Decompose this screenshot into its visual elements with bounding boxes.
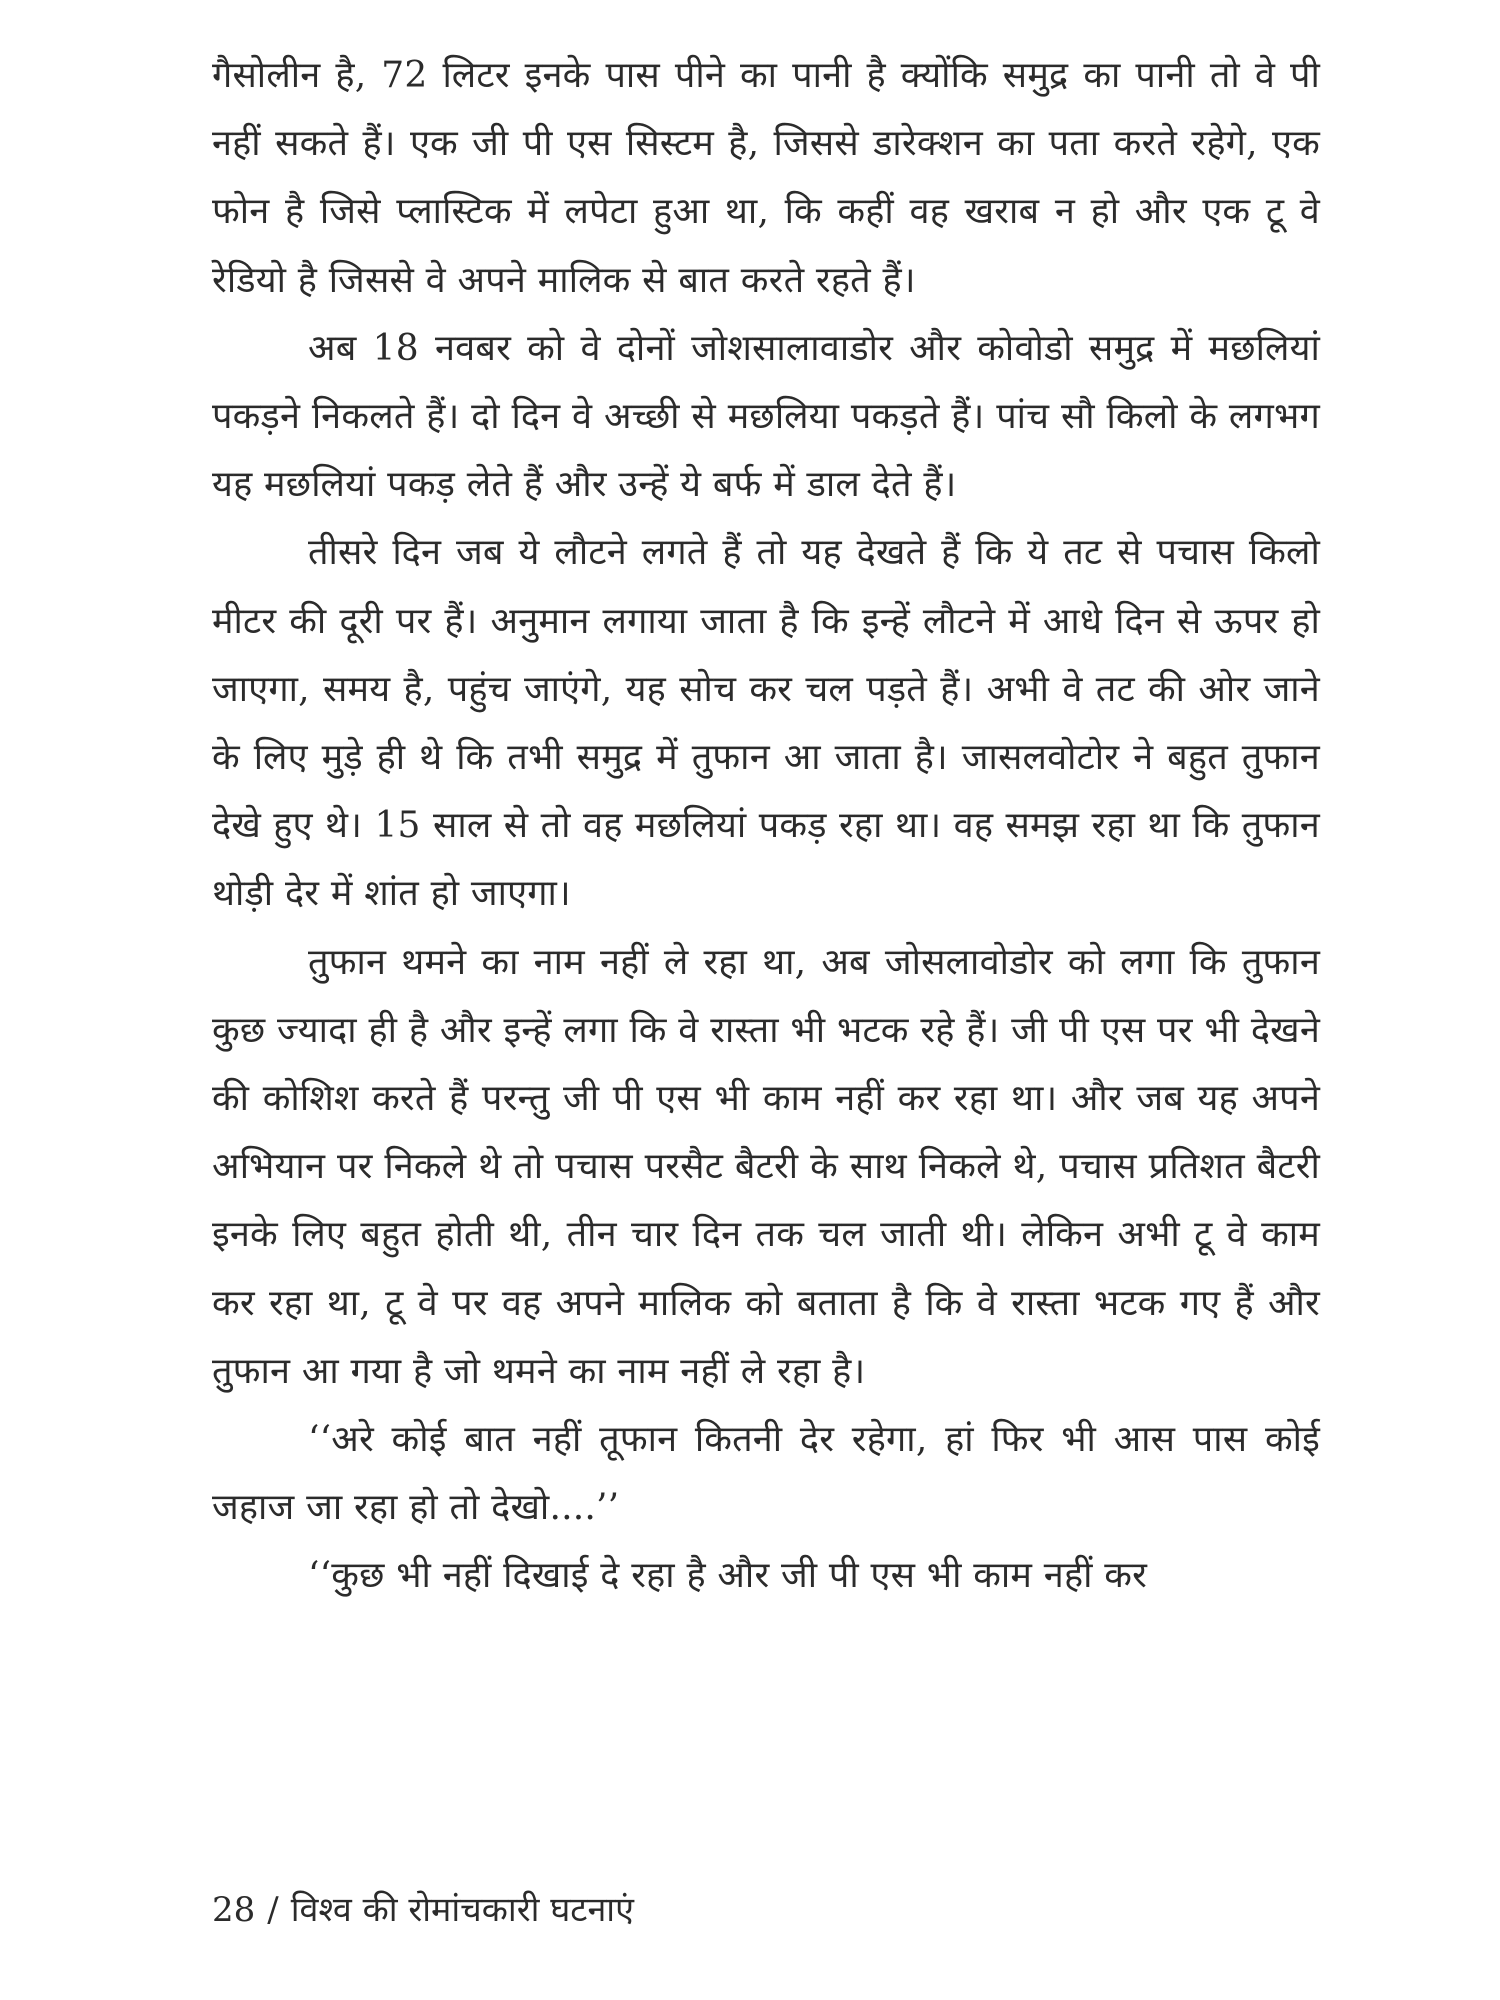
- paragraph: अब 18 नवबर को वे दोनों जोशसालावाडोर और कोवोडो समुद्र में मछलियां पकड़ने निकलते हैं। दो दिन वे अच्छी से मछलिया पकड़ते हैं। पांच सौ किलो के लगभग यह मछलियां पकड़ लेते हैं और उन्हें ये बर्फ में डाल देते हैं।: [212, 327, 1320, 506]
- paragraph-dialogue: ‘‘अरे कोई बात नहीं तूफान कितनी देर रहेगा, हां फिर भी आस पास कोई जहाज जा रहा हो तो देखो....’’: [212, 1419, 1320, 1529]
- book-title: विश्व की रोमांचकारी घटनाएं: [290, 1890, 634, 1930]
- footer-separator: /: [267, 1890, 279, 1930]
- paragraph: तुफान थमने का नाम नहीं ले रहा था, अब जोसलावोडोर को लगा कि तुफान कुछ ज्यादा ही है और इन्हें लगा कि वे रास्ता भी भटक रहे हैं। जी पी एस पर भी देखने की कोशिश करते हैं परन्तु जी पी एस भी काम नहीं कर रहा था। और जब यह अपने अभियान पर निकले थे तो पचास परसैट बैटरी के साथ निकले थे, पचास प्रतिशत बैटरी इनके लिए बहुत होती थी, तीन चार दिन तक चल जाती थी। लेकिन अभी टू वे काम कर रहा था, टू वे पर वह अपने मालिक को बताता है कि वे रास्ता भटक गए हैं और तुफान आ गया है जो थमने का नाम नहीं ले रहा है।: [212, 941, 1320, 1392]
- page-number: 28: [212, 1890, 256, 1930]
- paragraph-continued: गैसोलीन है, 72 लिटर इनके पास पीने का पानी है क्योंकि समुद्र का पानी तो वे पी नहीं सकते हैं। एक जी पी एस सिस्टम है, जिससे डारेक्शन का पता करते रहेगे, एक फोन है जिसे प्लास्टिक में लपेटा हुआ था, कि कहीं वह खराब न हो और एक टू वे रेडियो है जिससे वे अपने मालिक से बात करते रहते हैं।: [212, 55, 1320, 301]
- body-text: [212, 42, 1320, 1611]
- page-footer: [212, 1888, 634, 1932]
- paragraph-dialogue: ‘‘कुछ भी नहीं दिखाई दे रहा है और जी पी एस भी काम नहीं कर: [308, 1555, 1148, 1597]
- paragraph: तीसरे दिन जब ये लौटने लगते हैं तो यह देखते हैं कि ये तट से पचास किलो मीटर की दूरी पर हैं। अनुमान लगाया जाता है कि इन्हें लौटने में आधे दिन से ऊपर हो जाएगा, समय है, पहुंच जाएंगे, यह सोच कर चल पड़ते हैं। अभी वे तट की ओर जाने के लिए मुड़े ही थे कि तभी समुद्र में तुफान आ जाता है। जासलवोटोर ने बहुत तुफान देखे हुए थे। 15 साल से तो वह मछलियां पकड़ रहा था। वह समझ रहा था कि तुफान थोड़ी देर में शांत हो जाएगा।: [212, 532, 1320, 915]
